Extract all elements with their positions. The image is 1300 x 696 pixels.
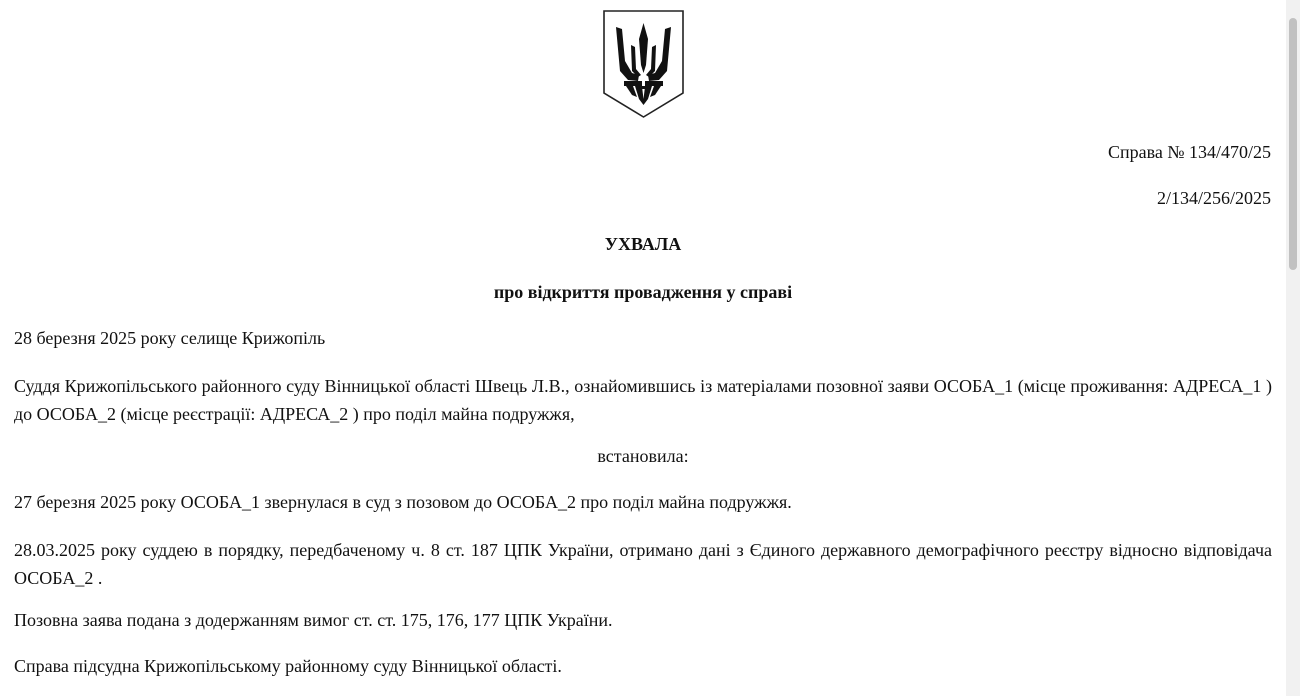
case-number: Справа № 134/470/25: [1107, 142, 1271, 162]
vertical-scrollbar[interactable]: [1286, 0, 1300, 696]
intro-paragraph: Суддя Крижопільського районного суду Вінницької області Швець Л.В., ознайомившись із матеріалами позовної заяви ОСОБА_1 (місце проживання: АДРЕСА_1 ) до ОСОБА_2 (місце реєстрації: АДРЕСА_2 ) про поділ майна подружжя,: [14, 376, 1272, 424]
document-subtitle: про відкриття провадження у справі: [493, 282, 793, 302]
scrollbar-thumb[interactable]: [1289, 18, 1297, 270]
document-title: УХВАЛА: [604, 234, 682, 254]
paragraph-2: 28.03.2025 року суддею в порядку, передбаченому ч. 8 ст. 187 ЦПК України, отримано дані з Єдиного державного демографічного реєстру відносно відповідача ОСОБА_2 .: [14, 540, 1272, 588]
paragraph-1: 27 березня 2025 року ОСОБА_1 звернулася в суд з позовом до ОСОБА_2 про поділ майна подружжя.: [14, 492, 792, 512]
coat-of-arms-icon: [602, 9, 685, 119]
paragraph-4: Справа підсудна Крижопільському районному суду Вінницької області.: [14, 656, 562, 676]
established-heading: встановила:: [597, 446, 689, 466]
paragraph-3: Позовна заява подана з додержанням вимог ст. ст. 175, 176, 177 ЦПК України.: [14, 610, 613, 630]
proceeding-number: 2/134/256/2025: [1156, 188, 1271, 208]
date-place: 28 березня 2025 року селище Крижопіль: [14, 328, 326, 348]
